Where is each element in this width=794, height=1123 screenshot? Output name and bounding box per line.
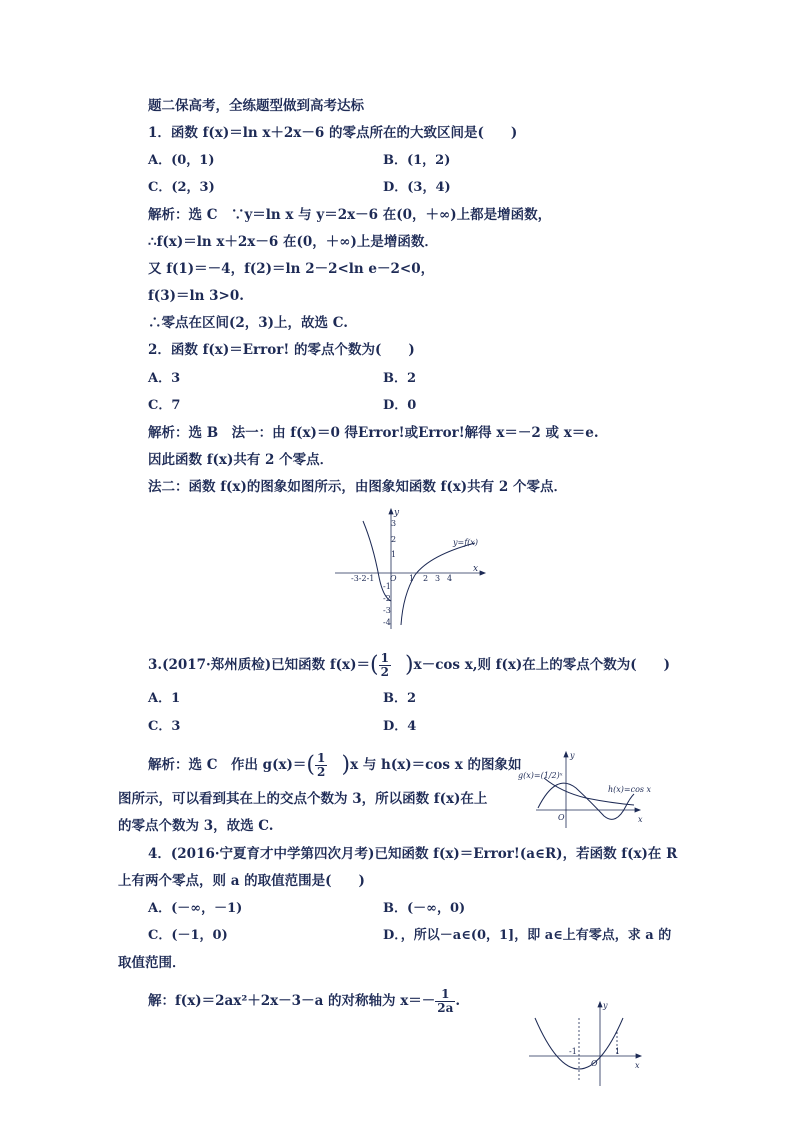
q3-x-label: x (638, 815, 643, 824)
q3-option-c: C．3 (148, 719, 181, 734)
q4-option-a: A．(－∞，－1) (148, 901, 243, 916)
q3-solution-post: x 与 h(x)＝cos x 的图象如 (350, 757, 522, 773)
q3-option-b: B．2 (383, 691, 417, 706)
q4-option-d: D．，所以－a∈(0，1]，即 a∈上有零点，求 a 的 (383, 928, 672, 943)
q2-option-a: A．3 (148, 371, 181, 386)
q3-solution-fraction (315, 752, 327, 779)
q2-x-label: x (473, 564, 479, 574)
q3-solution-1: 解析：选 C 作出 g(x)＝( $\frac{1}{2}$ )x 与 h(x)＝cos x 的图象如 (148, 751, 522, 779)
q2-option-d: D．0 (383, 398, 417, 413)
q1-option-c: C．(2，3) (148, 180, 215, 195)
q4-solution-fraction-den: 2a (437, 1001, 454, 1015)
q4-stem-2: 上有两个零点，则 a 的取值范围是( ) (118, 873, 365, 889)
q1-solution-1: 解析：选 C ∵y＝ln x 与 y＝2x－6 在(0，＋∞)上都是增函数， (148, 207, 552, 223)
q4-solution-fraction (435, 988, 455, 1015)
q3-solution-fraction-den: 2 (317, 765, 326, 779)
q3-solution-pre: 解析：选 C 作出 g(x)＝ (148, 757, 307, 773)
q2-ytick-2: 2 (391, 535, 397, 544)
q4-x-arrow (636, 1054, 641, 1058)
q2-ytick-1: 1 (391, 550, 397, 559)
q4-solution-fraction-num: 1 (435, 988, 455, 1002)
q3-solution-3: 的零点个数为 3，故选 C. (118, 818, 274, 834)
q4-tick-right: 1 (615, 1047, 621, 1056)
q2-xtick-1: 1 (409, 574, 415, 583)
q4-option-c: C．(－1，0) (148, 928, 228, 943)
q2-function-graph (335, 505, 495, 633)
q4-y-label: y (603, 1001, 608, 1010)
q4-solution-pre: 解：f(x)＝2ax²＋2x－3－a 的对称轴为 x＝－ (148, 993, 436, 1009)
q2-y-label: y (394, 508, 400, 518)
q3-option-d: D．4 (383, 719, 417, 734)
q3-stem-pre: 3.(2017·郑州质检)已知函数 f(x)＝ (148, 657, 370, 673)
q4-y-arrow (598, 1002, 602, 1007)
q2-ytick-m4: -4 (383, 618, 391, 627)
q3-function-graph (516, 750, 652, 830)
q2-ytick-m3: -3 (383, 606, 391, 615)
q3-solution-fraction-num: 1 (317, 751, 326, 765)
q1-solution-5: ∴零点在区间(2，3)上，故选 C. (148, 315, 348, 331)
q2-solution-3: 法二：函数 f(x)的图象如图所示，由图象知函数 f(x)共有 2 个零点． (148, 479, 567, 495)
q3-y-label: y (570, 751, 575, 760)
q3-y-arrow (564, 752, 568, 757)
q4-option-d-continued: 取值范围． (118, 955, 186, 971)
q4-origin: O (591, 1059, 598, 1068)
q3-h-label: h(x)=cos x (608, 785, 652, 794)
q2-ytick-3: 3 (391, 519, 397, 528)
q2-ytick-m1: -1 (383, 582, 391, 591)
q4-function-graph (525, 1000, 645, 1090)
q4-solution-1: 解：f(x)＝2ax²＋2x－3－a 的对称轴为 x＝－ $\frac{1}{2a}$ . (148, 987, 461, 1015)
q2-option-c: C．7 (148, 398, 181, 413)
q1-option-d: D．(3，4) (383, 180, 451, 195)
q3-origin: O (558, 813, 565, 822)
q2-origin: O (390, 574, 397, 583)
q2-solution-2: 因此函数 f(x)共有 2 个零点． (148, 452, 334, 468)
q3-x-arrow (635, 808, 640, 812)
q2-xticks-negative: -3-2-1 (351, 574, 375, 583)
q2-stem: 2．函数 f(x)＝Error! 的零点个数为( ) (148, 342, 415, 358)
q2-ytick-m2: -2 (383, 594, 391, 603)
q2-x-arrow (480, 571, 485, 575)
q1-solution-2: ∴f(x)＝ln x＋2x－6 在(0，＋∞)上是增函数． (148, 234, 438, 250)
q2-option-b: B．2 (383, 371, 417, 386)
q2-curve-right (401, 543, 475, 625)
q3-stem-fraction-num: 1 (380, 651, 389, 665)
q4-x-label: x (635, 1061, 640, 1070)
q3-stem-post: x－cos x,则 f(x)在上的零点个数为( ) (413, 657, 671, 673)
q3-solution-2: 图所示，可以看到其在上的交点个数为 3，所以函数 f(x)在上 (118, 791, 488, 807)
q2-y-arrow (389, 509, 393, 514)
q3-stem-fraction (379, 652, 391, 679)
q2-xtick-3: 3 (435, 574, 441, 583)
q1-option-b: B．(1，2) (383, 153, 451, 168)
q3-stem-fraction-den: 2 (380, 665, 389, 679)
q1-solution-4: f(3)＝ln 3>0. (148, 288, 244, 304)
q2-curve-label: y=f(x) (453, 538, 478, 547)
q4-tick-left: -1 (569, 1047, 577, 1056)
q3-option-a: A．1 (148, 691, 181, 706)
q1-stem: 1．函数 f(x)＝ln x＋2x－6 的零点所在的大致区间是( ) (148, 125, 518, 141)
q1-option-a: A．(0，1) (148, 153, 215, 168)
q2-xtick-2: 2 (423, 574, 429, 583)
q3-g-label: g(x)=(1/2)ˣ (518, 771, 563, 780)
q2-solution-1: 解析：选 B 法一：由 f(x)＝0 得Error!或Error!解得 x＝－2 或 x＝e. (148, 425, 599, 441)
q4-stem-1: 4．(2016·宁夏育才中学第四次月考)已知函数 f(x)＝Error!(a∈R)，若函数 f(x)在 R (148, 846, 678, 862)
q3-stem: 3.(2017·郑州质检)已知函数 f(x)＝( $\frac{1}{2}$ )x－cos x,则 f(x)在上的零点个数为( ) (148, 651, 671, 679)
q2-xtick-4: 4 (447, 574, 453, 583)
q1-solution-3: 又 f(1)＝－4，f(2)＝ln 2－2<ln e－2<0， (148, 261, 435, 277)
q4-option-b: B．(－∞，0) (383, 901, 466, 916)
section-header: 题二保高考，全练题型做到高考达标 (148, 98, 364, 114)
